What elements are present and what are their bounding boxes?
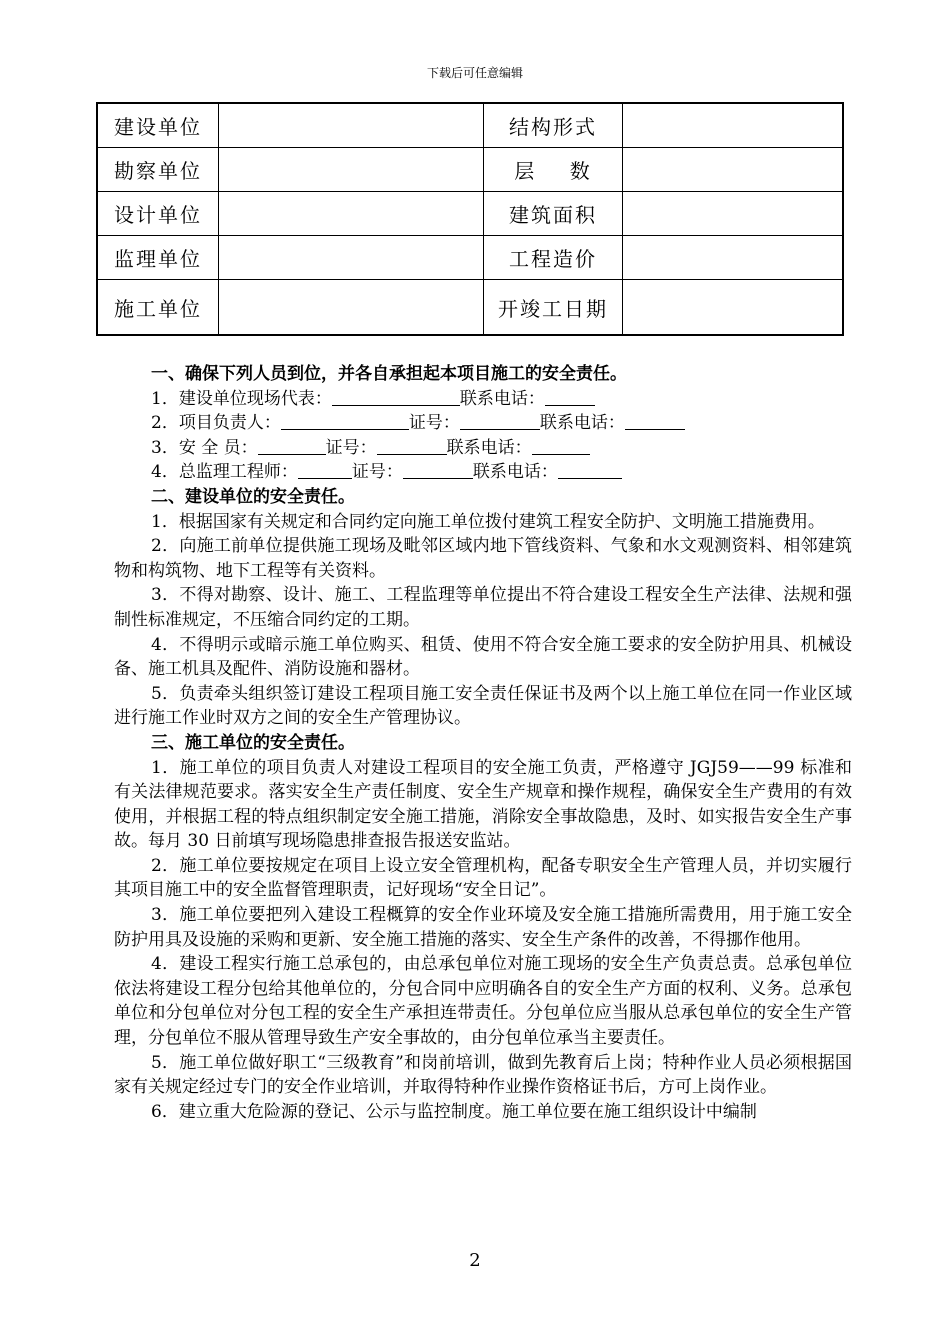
personnel-2-name-blank[interactable]: [281, 411, 409, 430]
label-construction-unit: 建设单位: [97, 103, 219, 148]
table-row: [97, 103, 843, 148]
personnel-4-cert-blank[interactable]: [403, 460, 473, 479]
label-structure-type: 结构形式: [484, 103, 623, 148]
document-body: [114, 362, 852, 1124]
section3-paragraph: 2．施工单位要按规定在项目上设立安全管理机构，配备专职安全生产管理人员，并切实履行其项目施工中的安全监督管理职责，记好现场“安全日记”。: [114, 855, 852, 901]
section3-heading: 三、施工单位的安全责任。: [151, 732, 355, 753]
label-design-unit: 设计单位: [97, 192, 219, 236]
label-start-end-date: 开竣工日期: [484, 280, 623, 336]
value-survey-unit[interactable]: [219, 148, 484, 192]
personnel-2-phone-label: 联系电话：: [539, 413, 625, 434]
value-supervision-unit[interactable]: [219, 236, 484, 280]
table-row: [97, 236, 843, 280]
personnel-line-4: [114, 460, 852, 485]
personnel-4-phone-label: 联系电话：: [472, 462, 558, 483]
section2-paragraph: 2．向施工前单位提供施工现场及毗邻区域内地下管线资料、气象和水文观测资料、相邻建筑物和构筑物、地下工程等有关资料。: [114, 536, 852, 581]
personnel-2-cert-blank[interactable]: [460, 411, 540, 430]
value-structure-type[interactable]: [623, 103, 844, 148]
personnel-1-phone-blank[interactable]: [545, 387, 595, 406]
personnel-3-label: 3．安 全 员：: [151, 437, 258, 458]
personnel-1-phone-label: 联系电话：: [459, 388, 545, 409]
personnel-line-1: [114, 387, 852, 412]
section1-heading: 一、确保下列人员到位，并各自承担起本项目施工的安全责任。: [151, 364, 627, 384]
section3-paragraph: 5．施工单位做好职工“三级教育”和岗前培训，做到先教育后上岗；特种作业人员必须根据国家有关规定经过专门的安全作业培训，并取得特种作业操作资格证书后，方可上岗作业。: [114, 1052, 852, 1098]
personnel-2-phone-blank[interactable]: [625, 411, 685, 430]
table-row: [97, 280, 843, 336]
personnel-1-label: 1．建设单位现场代表：: [151, 388, 332, 409]
table-row: [97, 148, 843, 192]
value-construction-unit[interactable]: [219, 103, 484, 148]
personnel-4-cert-label: 证号：: [351, 462, 403, 483]
value-floors[interactable]: [623, 148, 844, 192]
label-floors: 层 数: [484, 148, 623, 192]
value-design-unit[interactable]: [219, 192, 484, 236]
personnel-4-name-blank[interactable]: [298, 460, 352, 479]
value-start-end-date[interactable]: [623, 280, 844, 336]
value-building-area[interactable]: [623, 192, 844, 236]
label-contractor-unit: 施工单位: [97, 280, 219, 336]
page-number: 2: [469, 1250, 481, 1271]
personnel-3-cert-label: 证号：: [325, 437, 377, 458]
label-building-area: 建筑面积: [484, 192, 623, 236]
personnel-4-label: 4．总监理工程师：: [151, 462, 298, 483]
personnel-line-3: [114, 436, 852, 461]
personnel-2-cert-label: 证号：: [408, 413, 460, 434]
section3-paragraph: 4．建设工程实行施工总承包的，由总承包单位对施工现场的安全生产负责总责。总承包单位依法将建设工程分包给其他单位的，分包合同中应明确各自的安全生产方面的权利、义务。总承包单位和分包单位对分包工程的安全生产承担连带责任。分包单位应当服从总承包单位的安全生产管理，分包单位不服从管理导致生产安全事故的，由分包单位承当主要责任。: [114, 954, 852, 1049]
label-survey-unit: 勘察单位: [97, 148, 219, 192]
section3-paragraph: 3．施工单位要把列入建设工程概算的安全作业环境及安全施工措施所需费用，用于施工安全防护用具及设施的采购和更新、安全施工措施的落实、安全生产条件的改善，不得挪作他用。: [114, 905, 852, 950]
section3-paragraph: 6．建立重大危险源的登记、公示与监控制度。施工单位要在施工组织设计中编制: [151, 1101, 757, 1122]
personnel-1-name-blank[interactable]: [332, 387, 460, 406]
personnel-3-phone-blank[interactable]: [532, 436, 590, 455]
personnel-3-cert-blank[interactable]: [377, 436, 447, 455]
section3-paragraph: 1．施工单位的项目负责人对建设工程项目的安全施工负责，严格遵守 JGJ59——99 标准和有关法律规范要求。落实安全生产责任制度、安全生产规章和操作规程，确保安全生产费用的有效使用，并根据工程的特点组织制定安全施工措施，消除安全事故隐患，及时、如实报告安全生产事故。每月 30 日前填写现场隐患排查报告报送安监站。: [114, 757, 852, 852]
value-contractor-unit[interactable]: [219, 280, 484, 336]
value-project-cost[interactable]: [623, 236, 844, 280]
project-info-table: [96, 102, 844, 336]
table-row: [97, 192, 843, 236]
label-supervision-unit: 监理单位: [97, 236, 219, 280]
personnel-4-phone-blank[interactable]: [558, 460, 622, 479]
header-note: 下载后可任意编辑: [426, 66, 523, 80]
personnel-3-name-blank[interactable]: [258, 436, 326, 455]
section2-heading: 二、建设单位的安全责任。: [151, 486, 355, 507]
section2-paragraph: 4．不得明示或暗示施工单位购买、租赁、使用不符合安全施工要求的安全防护用具、机械设备、施工机具及配件、消防设施和器材。: [114, 634, 852, 680]
section2-paragraph: 3．不得对勘察、设计、施工、工程监理等单位提出不符合建设工程安全生产法律、法规和强制性标准规定，不压缩合同约定的工期。: [114, 585, 852, 630]
personnel-2-label: 2．项目负责人：: [151, 413, 281, 434]
personnel-3-phone-label: 联系电话：: [446, 437, 532, 458]
personnel-line-2: [114, 411, 852, 436]
section2-paragraph: 1．根据国家有关规定和合同约定向施工单位拨付建筑工程安全防护、文明施工措施费用。: [151, 511, 825, 532]
section2-paragraph: 5．负责牵头组织签订建设工程项目施工安全责任保证书及两个以上施工单位在同一作业区域进行施工作业时双方之间的安全生产管理协议。: [114, 683, 852, 729]
label-project-cost: 工程造价: [484, 236, 623, 280]
